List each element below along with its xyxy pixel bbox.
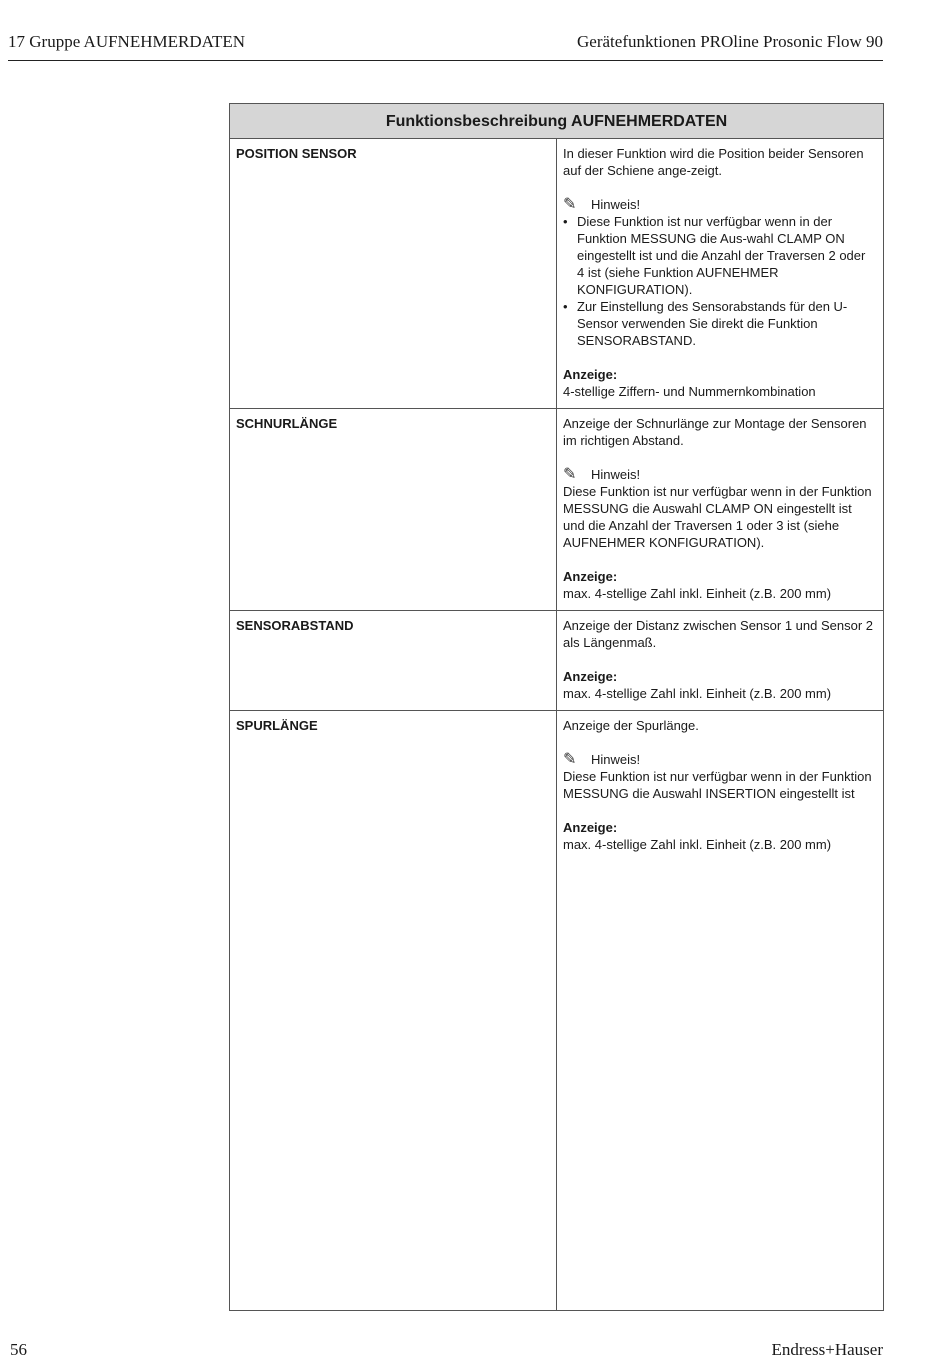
display-label: Anzeige: [563,569,618,584]
function-description [557,711,884,1311]
note-title: Hinweis! [591,197,641,212]
description-intro: Anzeige der Distanz zwischen Sensor 1 und Sensor 2 als Längenmaß. [563,618,874,650]
page-number: 56 [10,1340,27,1359]
pencil-icon: ✎ [563,466,577,483]
display-label: Anzeige: [563,820,618,835]
pencil-icon: ✎ [563,751,577,768]
page-header [8,30,883,61]
description-intro: In dieser Funktion wird die Position beider Sensoren auf der Schiene ange-zeigt. [563,146,864,178]
note-block [563,196,875,349]
display-block [563,366,875,400]
description-intro: Anzeige der Schnurlänge zur Montage der Sensoren im richtigen Abstand. [563,416,867,448]
description-intro: Anzeige der Spurlänge. [563,718,699,733]
function-name: SENSORABSTAND [230,611,557,711]
display-label: Anzeige: [563,669,618,684]
display-value: max. 4-stellige Zahl inkl. Einheit (z.B. 200 mm) [563,837,832,852]
function-description [557,611,884,711]
note-title: Hinweis! [591,467,641,482]
pencil-icon: ✎ [563,196,577,213]
display-block [563,668,875,702]
note-list [563,213,875,349]
list-item: • Zur Einstellung des Sensorabstands für den U-Sensor verwenden Sie direkt die Funktion SENSORABSTAND. [563,298,875,349]
page-footer [8,1340,883,1360]
function-description [557,409,884,611]
function-table [229,103,884,1311]
table-row [230,409,884,611]
table-row [230,711,884,1311]
note-text: Diese Funktion ist nur verfügbar wenn in der Funktion MESSUNG die Auswahl INSERTION eingestellt ist [563,769,872,801]
brand-logo: Endress+Hauser [771,1340,883,1359]
display-value: max. 4-stellige Zahl inkl. Einheit (z.B. 200 mm) [563,686,832,701]
display-value: 4-stellige Ziffern- und Nummernkombination [563,384,816,399]
list-item: • Diese Funktion ist nur verfügbar wenn in der Funktion MESSUNG die Aus-wahl CLAMP ON eingestellt ist und die Anzahl der Traversen 2 oder 4 ist (siehe Funktion AUFNEHMER KONFIGURATION). [563,213,875,298]
display-value: max. 4-stellige Zahl inkl. Einheit (z.B. 200 mm) [563,586,832,601]
note-text: Diese Funktion ist nur verfügbar wenn in der Funktion MESSUNG die Auswahl CLAMP ON eingestellt ist und die Anzahl der Traversen 1 oder 3 ist (siehe AUFNEHMER KONFIGURATION). [563,484,872,550]
display-block [563,819,875,853]
header-document-title: Gerätefunktionen PROline Prosonic Flow 90 [577,32,883,51]
function-name: POSITION SENSOR [230,139,557,409]
header-section-title: 17 Gruppe AUFNEHMERDATEN [8,32,246,51]
table-row [230,611,884,711]
note-title: Hinweis! [591,752,641,767]
table-title: Funktionsbeschreibung AUFNEHMERDATEN [230,104,884,139]
note-block [563,751,875,802]
table-row [230,139,884,409]
display-label: Anzeige: [563,367,618,382]
function-name: SCHNURLÄNGE [230,409,557,611]
function-name: SPURLÄNGE [230,711,557,1311]
note-block [563,466,875,551]
function-description [557,139,884,409]
display-block [563,568,875,602]
